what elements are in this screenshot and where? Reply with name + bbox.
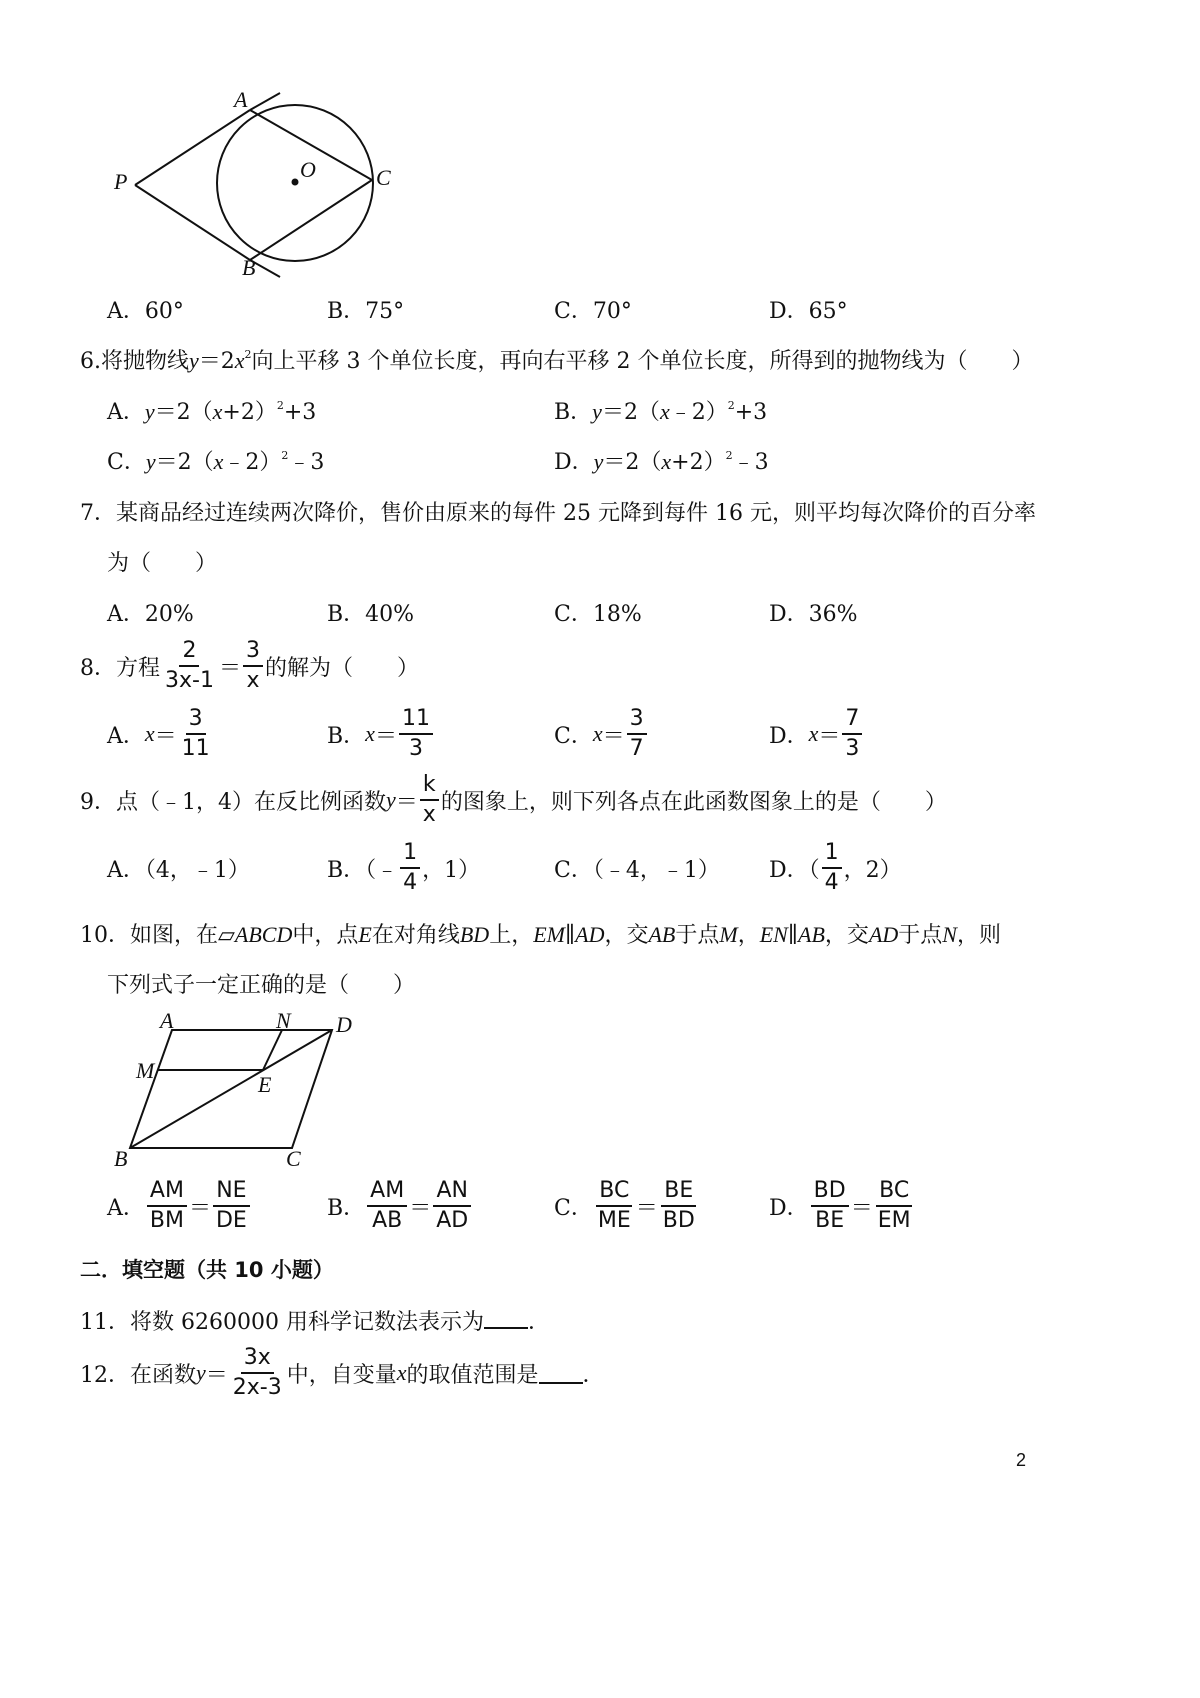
point-c-label: C xyxy=(376,165,391,190)
q5-option-b: B．75° xyxy=(327,299,405,324)
q6-post: 向上平移 3 个单位长度，再向右平移 2 个单位长度，所得到的抛物线为（ ） xyxy=(251,349,1034,374)
q10-option-a: A． $\frac{AM}{BM}$ ＝ $\frac{NE}{DE}$ xyxy=(107,1178,252,1234)
q9-option-a: A．（4，﹣1） xyxy=(107,857,250,883)
q7-option-d: D．36% xyxy=(769,602,858,627)
q7-option-a: A．20% xyxy=(107,602,194,627)
q12-fraction: $\frac{3x}{2x-3}$ xyxy=(232,1344,282,1400)
q9-stem: 9．点（﹣1，4）在反比例函数 y ＝ $\frac{k}{x}$ 的图象上，则下列各点在此函数图象上的是（ ） xyxy=(80,771,947,827)
para-c-label: C xyxy=(286,1146,301,1171)
q9-option-b: B．（﹣ $\frac{1}{4}$ ，1） xyxy=(327,839,481,895)
q10-option-d: D． $\frac{BD}{BE}$ ＝ $\frac{BC}{EM}$ xyxy=(769,1177,911,1233)
q6-option-d: D．$y=2(x+2)^2﹣3$ xyxy=(554,449,769,475)
q9-option-c: C．（﹣4，﹣1） xyxy=(554,857,720,883)
parallelogram-figure xyxy=(110,1010,370,1175)
q8-option-c: C． x ＝ $\frac{3}{7}$ xyxy=(554,706,649,762)
q6-pre: 将抛物线 xyxy=(101,349,190,374)
q10-stem-line1: 10．如图，在▱ABCD中，点E在对角线BD上，EM∥AD，交AB于点M，EN∥AB，交AD于点N，则 xyxy=(80,922,1001,948)
page-number: 2 xyxy=(1016,1450,1027,1470)
q7-option-b: B．40% xyxy=(327,602,415,627)
para-e-label: E xyxy=(258,1072,272,1097)
q6-fn-exp: 2 xyxy=(244,348,252,361)
q6-fn-x: x xyxy=(234,348,245,373)
q6-fn-y: y xyxy=(189,348,199,373)
q7-stem-line1: 7．某商品经过连续两次降价，售价由原来的每件 25 元降到每件 16 元，则平均每次降价的百分率 xyxy=(80,501,1036,526)
q6-fn-eq: ＝2 xyxy=(198,349,235,374)
q10-stem-line2: 下列式子一定正确的是（ ） xyxy=(107,973,416,998)
q6-stem xyxy=(80,344,1034,375)
point-o-label: O xyxy=(300,157,316,182)
para-m-label: M xyxy=(136,1058,155,1083)
q6-option-c: C．y＝2（x﹣2）$^2$﹣3 xyxy=(107,449,325,475)
q8-option-b: B． x ＝ $\frac{11}{3}$ xyxy=(327,706,435,762)
q7-stem-line2: 为（ ） xyxy=(107,551,218,576)
q9-fraction: $\frac{k}{x}$ xyxy=(420,773,439,827)
q6-option-a: A．$y=2(x+2)^2+3$ xyxy=(107,399,317,425)
point-a-label: A xyxy=(234,87,248,112)
para-d-label: D xyxy=(336,1012,352,1037)
q5-option-c: C．70° xyxy=(554,299,632,324)
q6-option-b: B．y＝2（x﹣2）$^2$+3 xyxy=(554,399,768,425)
q10-option-c: C． $\frac{BC}{ME}$ ＝ $\frac{BE}{BD}$ xyxy=(554,1177,695,1233)
section-heading-fill-in: 二．填空题（共 10 小题） xyxy=(80,1258,334,1282)
q5-option-d: D．65° xyxy=(769,299,848,324)
para-n-label: N xyxy=(276,1010,291,1033)
q8-option-a: A． x ＝ $\frac{3}{11}$ xyxy=(107,705,210,761)
q11-stem: 11．将数 6260000 用科学记数法表示为 ． xyxy=(80,1305,550,1336)
point-p-label: P xyxy=(114,169,128,194)
q7-option-c: C．18% xyxy=(554,602,642,627)
q8-stem: 8．方程 $\frac{2}{3x-1}$ ＝ $\frac{3}{x}$ 的解为（ ） xyxy=(80,637,419,693)
q6-number: 6. xyxy=(80,349,101,374)
q12-answer-blank[interactable] xyxy=(539,1362,583,1384)
para-b-label: B xyxy=(114,1146,128,1171)
q9-option-d: D．（ $\frac{1}{4}$ ，2） xyxy=(769,839,902,895)
q8-option-d: D． x ＝ $\frac{7}{3}$ xyxy=(769,706,864,762)
q8-rhs-fraction: $\frac{3}{x}$ xyxy=(243,639,263,693)
point-b-label: B xyxy=(242,255,256,280)
circle-tangent-figure xyxy=(110,85,430,285)
q8-lhs-fraction: $\frac{2}{3x-1}$ xyxy=(165,637,214,693)
para-a-label: A xyxy=(160,1010,174,1033)
q5-option-a: A．60° xyxy=(107,299,184,324)
q11-answer-blank[interactable] xyxy=(484,1307,528,1329)
q10-option-b: B． $\frac{AM}{AB}$ ＝ $\frac{AN}{AD}$ xyxy=(327,1178,473,1234)
q12-stem: 12．在函数 y ＝ $\frac{3x}{2x-3}$ 中，自变量 x 的取值范围是 ． xyxy=(80,1344,605,1400)
